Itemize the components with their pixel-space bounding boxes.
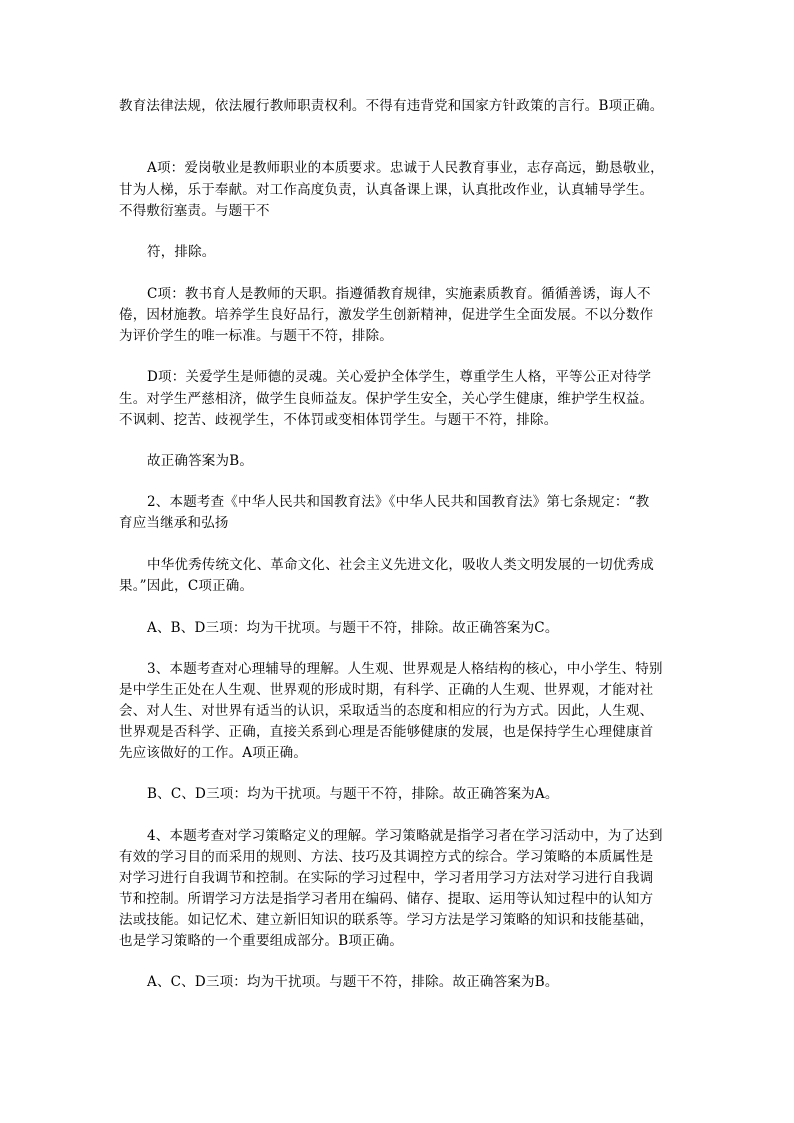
text-line: 故正确答案为B。 [147, 453, 254, 469]
text-line: 节和控制。所谓学习方法是指学习者用在编码、储存、提取、运用等认知过程中的认知方 [119, 891, 654, 907]
text-line: 有效的学习目的而采用的规则、方法、技巧及其调控方式的综合。学习策略的本质属性是 [119, 849, 654, 865]
text-line: C项：教书育人是教师的天职。指遵循教育规律，实施素质教育。循循善诱，诲人不 [147, 286, 651, 302]
text-line: 符，排除。 [147, 244, 216, 260]
text-line: 育应当继承和弘扬 [119, 515, 229, 531]
text-line: 先应该做好的工作。A项正确。 [119, 745, 308, 761]
text-line: 世界观是否科学、正确，直接关系到心理是否能够健康的发展，也是保持学生心理健康首 [119, 724, 654, 740]
text-line: 2、本题考查《中华人民共和国教育法》《中华人民共和国教育法》第七条规定：“教 [147, 494, 650, 510]
text-line: 中华优秀传统文化、革命文化、社会主义先进文化，吸收人类文明发展的一切优秀成 [147, 557, 654, 573]
text-line: 是中学生正处在人生观、世界观的形成时期，有科学、正确的人生观、世界观，才能对社 [119, 682, 654, 698]
text-line: 法或技能。如记忆术、建立新旧知识的联系等。学习方法是学习策略的知识和技能基础， [119, 912, 654, 928]
text-line: D项：关爱学生是师德的灵魂。关心爱护全体学生，尊重学生人格，平等公正对待学 [147, 369, 652, 385]
text-line: 对学习进行自我调节和控制。在实际的学习过程中，学习者用学习方法对学习进行自我调 [119, 870, 654, 886]
text-line: 3、本题考查对心理辅导的理解。人生观、世界观是人格结构的核心，中小学生、特别 [147, 661, 663, 677]
text-line: A项：爱岗敬业是教师职业的本质要求。忠诚于人民教育事业，志存高远，勤恳敬业， [147, 160, 664, 176]
text-line: 倦，因材施教。培养学生良好品行，激发学生创新精神，促进学生全面发展。不以分数作 [119, 307, 654, 323]
text-line: 生。对学生严慈相济，做学生良师益友。保护学生安全，关心学生健康，维护学生权益。 [119, 391, 654, 407]
text-line: 也是学习策略的一个重要组成部分。B项正确。 [119, 933, 404, 949]
text-line: 不讽刺、挖苦、歧视学生，不体罚或变相体罚学生。与题干不符，排除。 [119, 412, 558, 428]
text-line: 果。”因此，C项正确。 [119, 578, 254, 594]
text-line: 会、对人生、对世界有适当的认识，采取适当的态度和相应的行为方式。因此，人生观、 [119, 703, 654, 719]
text-line: 不得敷衍塞责。与题干不 [119, 203, 270, 219]
text-line: 为评价学生的唯一标准。与题干不符，排除。 [119, 328, 393, 344]
text-line: 教育法律法规，依法履行教师职责权利。不得有违背党和国家方针政策的言行。B项正确。 [119, 98, 664, 114]
text-line: 4、本题考查对学习策略定义的理解。学习策略就是指学习者在学习活动中，为了达到 [147, 828, 663, 844]
text-line: A、C、D三项：均为干扰项。与题干不符，排除。故正确答案为B。 [147, 974, 559, 990]
text-line: B、C、D三项：均为干扰项。与题干不符，排除。故正确答案为A。 [147, 786, 559, 802]
text-line: A、B、D三项：均为干扰项。与题干不符，排除。故正确答案为C。 [147, 620, 559, 636]
text-line: 甘为人梯，乐于奉献。对工作高度负责，认真备课上课，认真批改作业，认真辅导学生。 [119, 182, 654, 198]
